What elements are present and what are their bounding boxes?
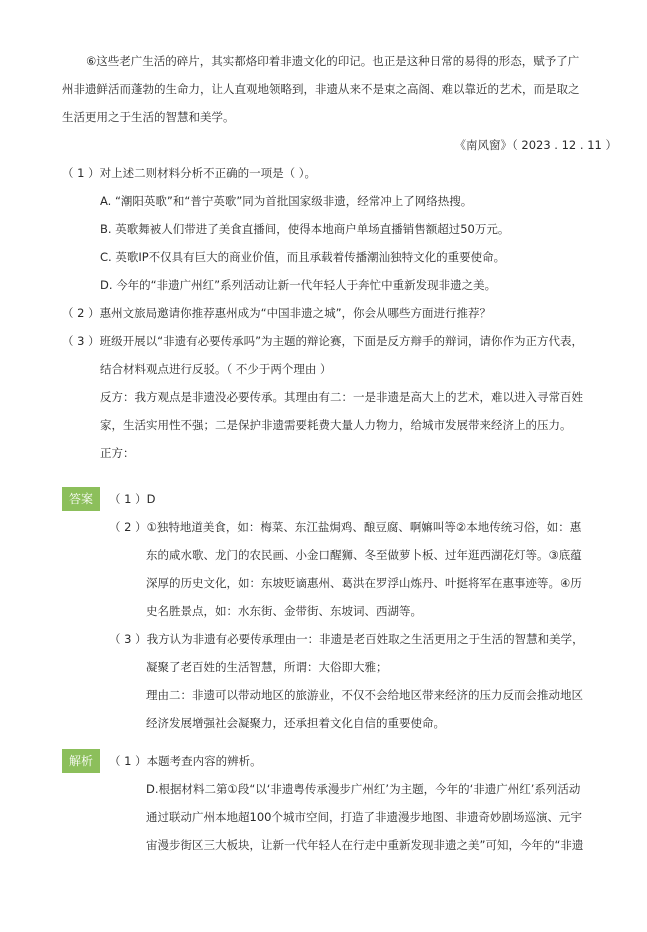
analysis-tag: 解析 [62,749,100,773]
question-2: （ 2 ）惠州文旅局邀请你推荐惠州成为“中国非遗之城”，你会从哪些方面进行推荐？ [62,306,492,320]
analysis-1: （ 1 ）本题考查内容的辨析。 [109,754,262,768]
passage-line: 州非遗鲜活而蓬勃的生命力，让人直观地领略到，非遗从来不是束之高阁、难以靠近的艺术，而是取之 [62,82,580,96]
answer-tag: 答案 [62,487,100,511]
answer-2-cont: 深厚的历史文化，如：东坡贬谪惠州、葛洪在罗浮山炼丹、叶挺将军在惠事迹等。④历 [146,576,582,590]
answer-2-cont: 东的咸水歌、龙门的农民画、小金口醒狮、冬至做萝卜板、过年逛西湖花灯等。③底蕴 [146,548,582,562]
pro-label: 正方： [100,446,135,460]
answer-3-cont: 经济发展增强社会凝聚力，还承担着文化自信的重要使命。 [146,716,445,730]
answer-3: （ 3 ）我方认为非遗有必要传承理由一：非遗是老百姓取之生活更用之于生活的智慧和美学， [109,632,584,646]
analysis-1-cont: 宙漫步街区三大板块，让新一代年轻人在行走中重新发现非遗之美”可知，今年的“非遗 [146,838,584,852]
answer-3-cont: 凝聚了老百姓的生活智慧，所谓：大俗即大雅； [146,660,388,674]
option-b: B. 英歌舞被人们带进了美食直播间，使得本地商户单场直播销售额超过50万元。 [100,222,510,236]
passage-source: 《南风窗》（ 2023 . 12 . 11 ） [454,138,617,152]
con-argument: 反方：我方观点是非遗没必要传承。其理由有二：一是非遗是高大上的艺术，难以进入寻常百姓 [100,390,583,404]
option-d: D. 今年的“非遗广州红”系列活动让新一代年轻人于奔忙中重新发现非遗之美。 [100,278,497,292]
question-3-cont: 结合材料观点进行反驳。（ 不少于两个理由 ） [100,362,332,376]
answer-3-cont: 理由二：非遗可以带动地区的旅游业，不仅不会给地区带来经济的压力反而会推动地区 [146,688,583,702]
passage-line: ⑥这些老广生活的碎片，其实都烙印着非遗文化的印记。也正是这种日常的易得的形态，赋予了广 [86,54,580,68]
question-1: （ 1 ）对上述二则材料分析不正确的一项是（ ）。 [62,166,317,180]
analysis-1-cont: 通过联动广州本地超100个城市空间，打造了非遗漫步地图、非遗奇妙剧场巡演、元宇 [146,810,582,824]
answer-2-cont: 史名胜景点，如：水东街、金带街、东坡词、西湖等。 [146,604,422,618]
option-c: C. 英歌IP不仅具有巨大的商业价值，而且承载着传播潮汕独特文化的重要使命。 [100,250,506,264]
con-argument-cont: 家，生活实用性不强；二是保护非遗需要耗费大量人力物力，给城市发展带来经济上的压力。 [100,418,572,432]
passage-line: 生活更用之于生活的智慧和美学。 [62,110,235,124]
answer-1: （ 1 ）D [109,492,156,506]
option-a: A. “潮阳英歌”和“普宁英歌”同为首批国家级非遗，经常冲上了网络热搜。 [100,194,473,208]
answer-2: （ 2 ）①独特地道美食，如：梅菜、东江盐焗鸡、酿豆腐、啊嫲叫等②本地传统习俗，如：惠 [109,520,582,534]
question-3: （ 3 ）班级开展以“非遗有必要传承吗”为主题的辩论赛，下面是反方辩手的辩词，请你作为正方代表， [62,334,584,348]
analysis-1-cont: D.根据材料二第①段“以‘非遗粤传承漫步广州红’为主题，今年的‘非遗广州红’系列活动 [146,782,581,796]
